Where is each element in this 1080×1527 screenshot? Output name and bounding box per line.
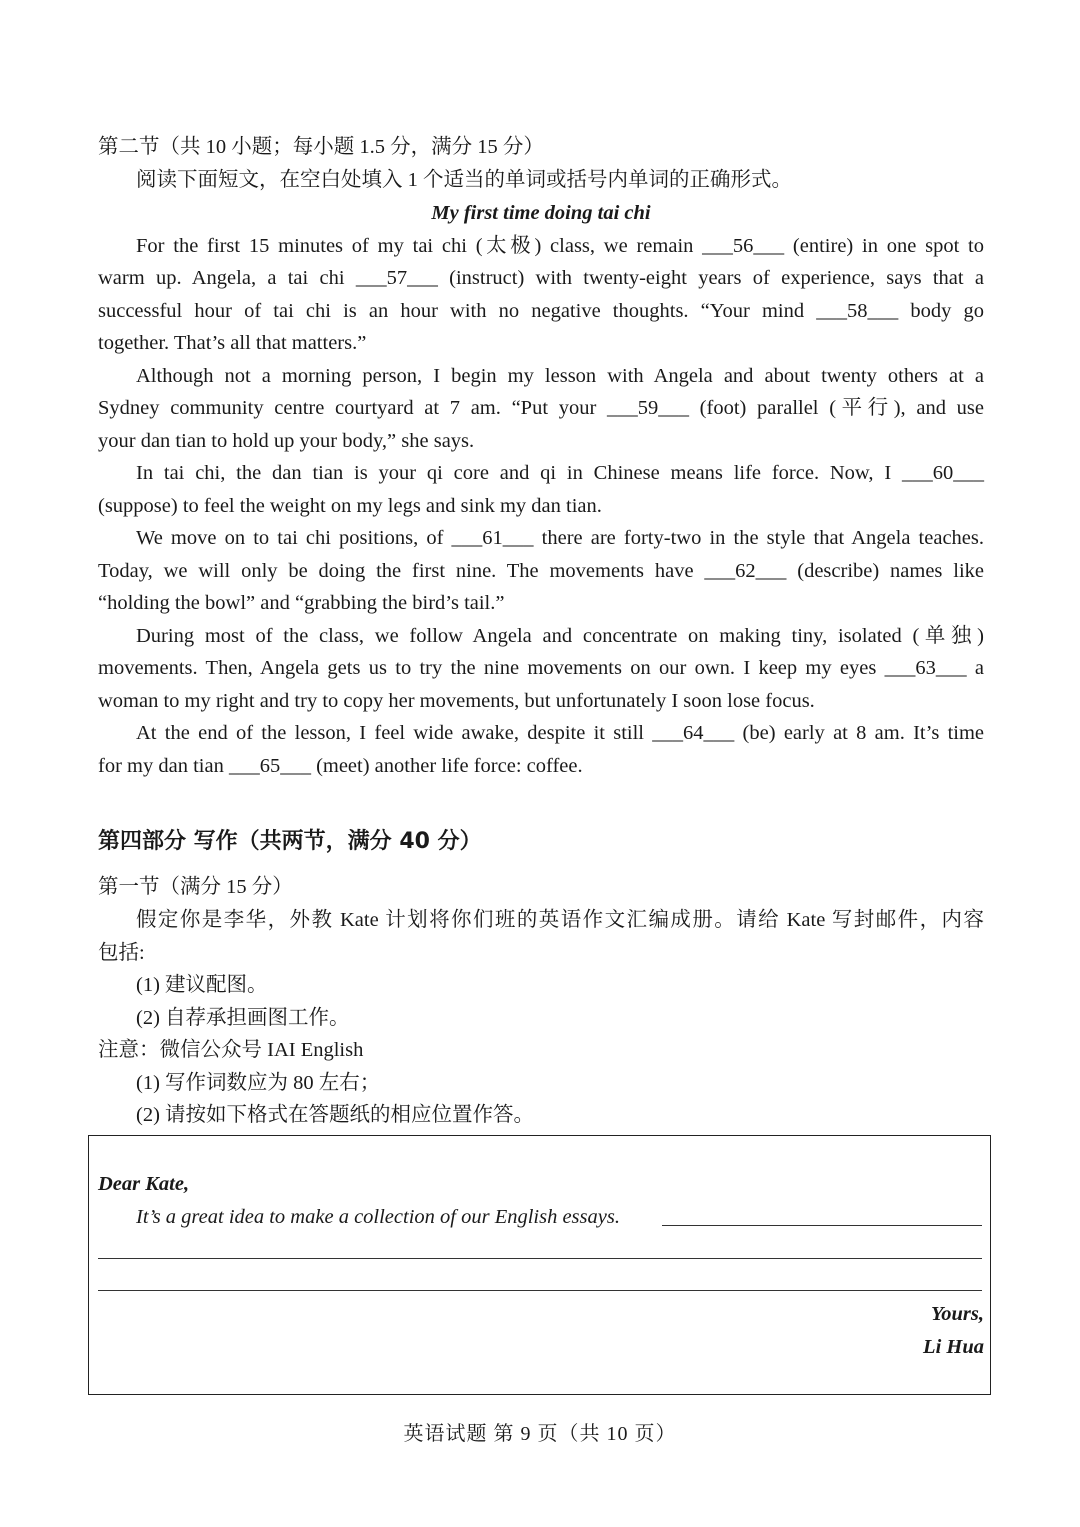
passage-line: together. That’s all that matters.” — [98, 332, 367, 354]
prompt-line: 假定你是李华，外教 Kate 计划将你们班的英语作文汇编成册。请给 Kate 写封邮件，内容 — [136, 909, 984, 931]
answer-line[interactable] — [662, 1225, 982, 1226]
note-item: (2) 请按如下格式在答题纸的相应位置作答。 — [136, 1104, 535, 1126]
passage-line: woman to my right and try to copy her movements, but unfortunately I soon lose focus. — [98, 690, 815, 712]
letter-opening: It’s a great idea to make a collection of our English essays. — [136, 1206, 620, 1228]
passage-line: Although not a morning person, I begin my lesson with Angela and about twenty others at a — [136, 365, 984, 387]
part4-section1-heading: 第一节（满分 15 分） — [98, 876, 293, 898]
answer-line[interactable] — [98, 1258, 982, 1259]
prompt-point: (1) 建议配图。 — [136, 974, 268, 996]
passage-line: Today, we will only be doing the first nine. The movements have ___62___ (describe) names like — [98, 560, 984, 582]
passage-line: warm up. Angela, a tai chi ___57___ (instruct) with twenty-eight years of experience, says that a — [98, 267, 984, 289]
passage-line: In tai chi, the dan tian is your qi core and qi in Chinese means life force. Now, I ___60___ — [136, 462, 984, 484]
passage-line: movements. Then, Angela gets us to try the nine movements on our own. I keep my eyes ___63___ a — [98, 657, 984, 679]
section2-heading: 第二节（共 10 小题；每小题 1.5 分，满分 15 分） — [98, 136, 544, 158]
page-footer: 英语试题 第 9 页（共 10 页） — [403, 1423, 677, 1445]
passage-line: For the first 15 minutes of my tai chi (太极) class, we remain ___56___ (entire) in one spot to — [136, 235, 984, 257]
passage-title: My first time doing tai chi — [431, 202, 651, 224]
letter-greeting: Dear Kate, — [98, 1173, 190, 1195]
passage-line: (suppose) to feel the weight on my legs and sink my dan tian. — [98, 495, 602, 517]
passage-line: successful hour of tai chi is an hour with no negative thoughts. “Your mind ___58___ body go — [98, 300, 984, 322]
prompt-point: (2) 自荐承担画图工作。 — [136, 1007, 350, 1029]
passage-line: Sydney community centre courtyard at 7 am. “Put your ___59___ (foot) parallel (平行), and use — [98, 397, 984, 419]
note-item: (1) 写作词数应为 80 左右； — [136, 1072, 381, 1094]
passage-line: At the end of the lesson, I feel wide awake, despite it still ___64___ (be) early at 8 am. It’s time — [136, 722, 984, 744]
passage-line: “holding the bowl” and “grabbing the bird’s tail.” — [98, 592, 505, 614]
part4-heading: 第四部分 写作（共两节，满分 40 分） — [98, 829, 482, 854]
passage-line: We move on to tai chi positions, of ___61___ there are forty-two in the style that Angela teaches. — [136, 527, 984, 549]
section2-instruction: 阅读下面短文，在空白处填入 1 个适当的单词或括号内单词的正确形式。 — [136, 169, 792, 191]
note-heading: 注意：微信公众号 IAI English — [98, 1039, 364, 1061]
passage-line: During most of the class, we follow Angela and concentrate on making tiny, isolated (单独) — [136, 625, 984, 647]
passage-line: your dan tian to hold up your body,” she says. — [98, 430, 475, 452]
passage-line: for my dan tian ___65___ (meet) another life force: coffee. — [98, 755, 583, 777]
answer-line[interactable] — [98, 1290, 982, 1291]
prompt-line: 包括: — [98, 942, 145, 964]
letter-closing: Yours, — [931, 1303, 984, 1325]
letter-signature: Li Hua — [923, 1336, 984, 1358]
